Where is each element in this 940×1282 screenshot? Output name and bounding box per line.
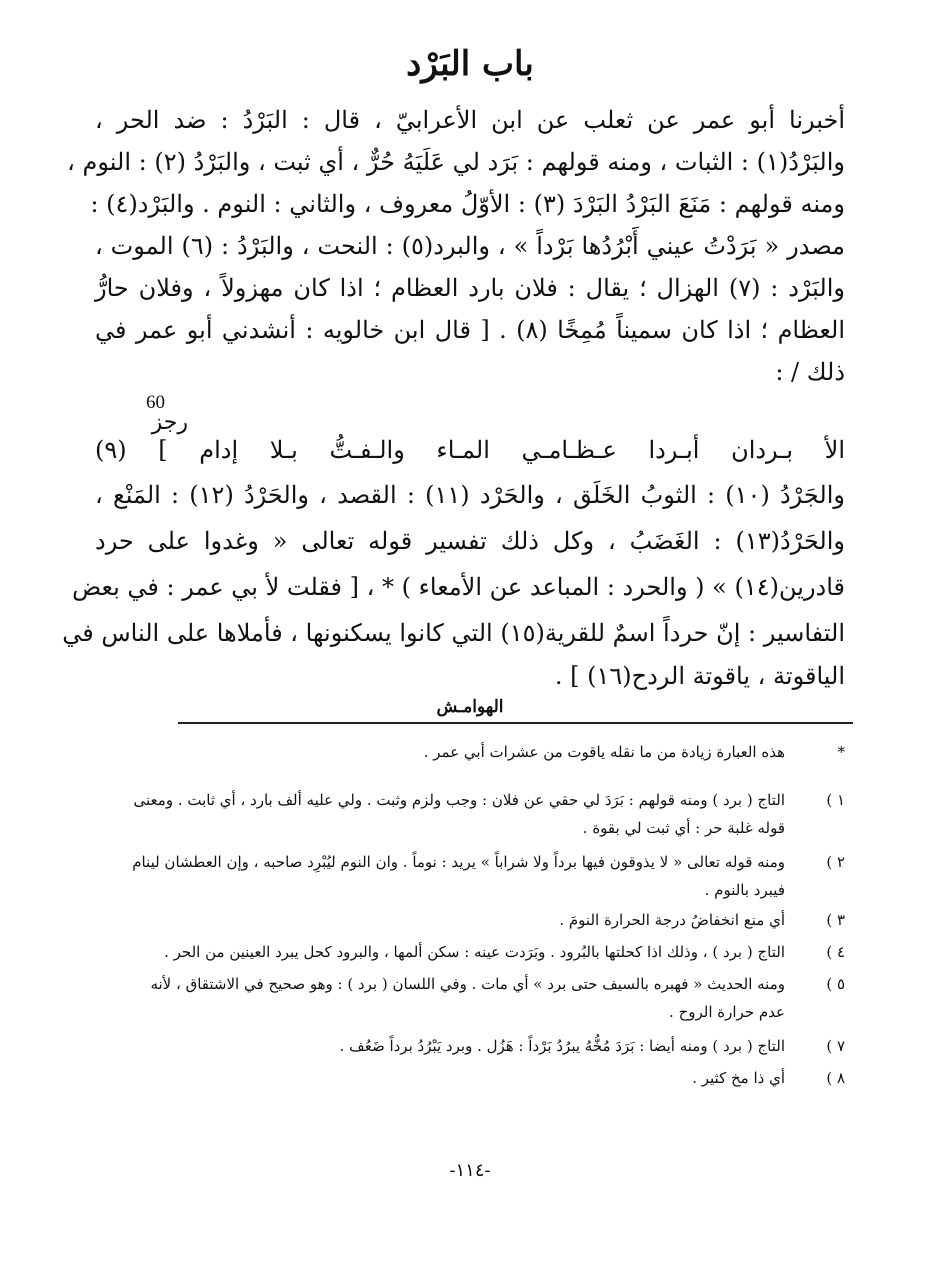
footnote-text: ومنه قوله تعالى « لا يذوقون فيها برداً ولا شراباً » يريد : نوماً . وان النوم ليُبْرِد صاحبه ، وإن العطشان لينام [132,853,785,871]
footnote-number: * [837,743,845,761]
footnotes-divider [178,722,853,724]
footnote-number: ٥ ) [826,975,845,993]
footnote-text: أي ذا مخ كثير . [692,1069,785,1087]
body-line-8: والجَرْدُ (١٠) : الثوبُ الخَلَق ، والحَرْد (١١) : القصد ، والحَرْدُ (١٢) : المَنْع ، [95,481,845,509]
body-line-5: والبَرْد : (٧) الهزال ؛ يقال : فلان بارد العظام ؛ اذا كان مهزولاً ، وفلان حارُّ [95,274,845,302]
body-line-11: التفاسير : إنّ حرداً اسمٌ للقرية(١٥) التي كانوا يسكنونها ، فأملاها على الناس في [62,619,845,647]
footnote-number: ٨ ) [826,1069,845,1087]
footnote-text: فيبرد بالنوم . [704,881,785,899]
footnote-text: عدم حرارة الروح . [669,1003,785,1021]
footnote [85,1064,845,1092]
body-line-3: ومنه قولهم : مَنَعَ البَرْدُ البَرْدَ (٣) : الأوّلُ معروف ، والثاني : النوم . والبَرْد(٤) : [90,190,845,218]
body-line-7: ذلك / : [775,358,845,386]
page-number: -١١٤- [449,1160,491,1181]
footnote-number: ٤ ) [826,943,845,961]
footnote-number: ٣ ) [826,911,845,929]
footnote [85,1032,845,1060]
footnote-text: قوله غلبة حر : أي ثبت لي بقوة . [582,819,785,837]
body-line-4: مصدر « بَرَدْتُ عيني أَبْرُدُها بَرْداً » ، والبرد(٥) : النحت ، والبَرْدُ : (٦) الموت ، [95,232,845,260]
verse-line: الأ بـردان أبـردا عـظـامـي المـاء والـفـتُّ بـلا إدام ] (٩) [95,436,845,464]
body-line-6: العظام ؛ اذا كان سميناً مُمِخًا (٨) . [ قال ابن خالويه : أنشدني أبو عمر في [95,316,845,344]
margin-page-number: 60 [146,392,165,413]
footnote-text: التاج ( برد ) ومنه قولهم : بَرَدَ لي حقي عن فلان : وجب ولزم وثبت . ولي عليه ألف بارد ، أي ثابت . ومعنى [133,791,785,809]
footnote-text: هذه العبارة زيادة من ما نقله ياقوت من عشرات أبي عمر . [423,743,785,761]
body-line-2: والبَرْدُ(١) : الثبات ، ومنه قولهم : بَرَد لي عَلَيَهُ حُرٌّ ، أي ثبت ، والبَرْدُ (٢) : النوم ، [67,148,845,176]
footnote-text: أي منع انخفاضُ درجة الحرارة النومَ . [559,911,785,929]
footnote [85,738,845,766]
footnote-number: ٢ ) [826,853,845,871]
footnote-text: ومنه الحديث « فهبره بالسيف حتى برد » أي مات . وفي اللسان ( برد ) : وهو صحيح في الاشتقاق ، لأنه [150,975,785,993]
footnote [85,938,845,966]
body-line-12: الياقوتة ، ياقوتة الردح(١٦) ] . [554,662,845,690]
chapter-title: باب البَرْد [406,44,534,84]
body-line-10: قادرين(١٤) » ( والحرد : المباعد عن الأمعاء ) * ، [ فقلت لأ بي عمر : في بعض [72,573,845,601]
body-line-1: أخبرنا أبو عمر عن ثعلب عن ابن الأعرابيّ ، قال : البَرْدُ : ضد الحر ، [95,106,845,134]
footnotes-heading: الهوامـش [436,697,504,717]
footnote [85,970,845,1026]
footnote [85,906,845,934]
footnote-text: التاج ( برد ) ومنه أيضا : بَرَدَ مُخُّهُ يبرُدُ بَرْداً : هَزُل . وبرد يَبْرُدُ برداً ضَعُف . [339,1037,785,1055]
footnote-number: ١ ) [826,791,845,809]
footnote [85,786,845,842]
body-line-9: والحَرْدُ(١٣) : الغَضَبُ ، وكل ذلك تفسير قوله تعالى « وغدوا على حرد [95,527,845,555]
footnote-number: ٧ ) [826,1037,845,1055]
footnote [85,848,845,904]
meter-label: رجز [151,410,188,435]
footnote-text: التاج ( برد ) ، وذلك اذا كحلتها بالبُرود . وبَرَدت عينه : سكن ألمها ، والبرود كحل يبرد العينين من الحر . [164,943,785,961]
